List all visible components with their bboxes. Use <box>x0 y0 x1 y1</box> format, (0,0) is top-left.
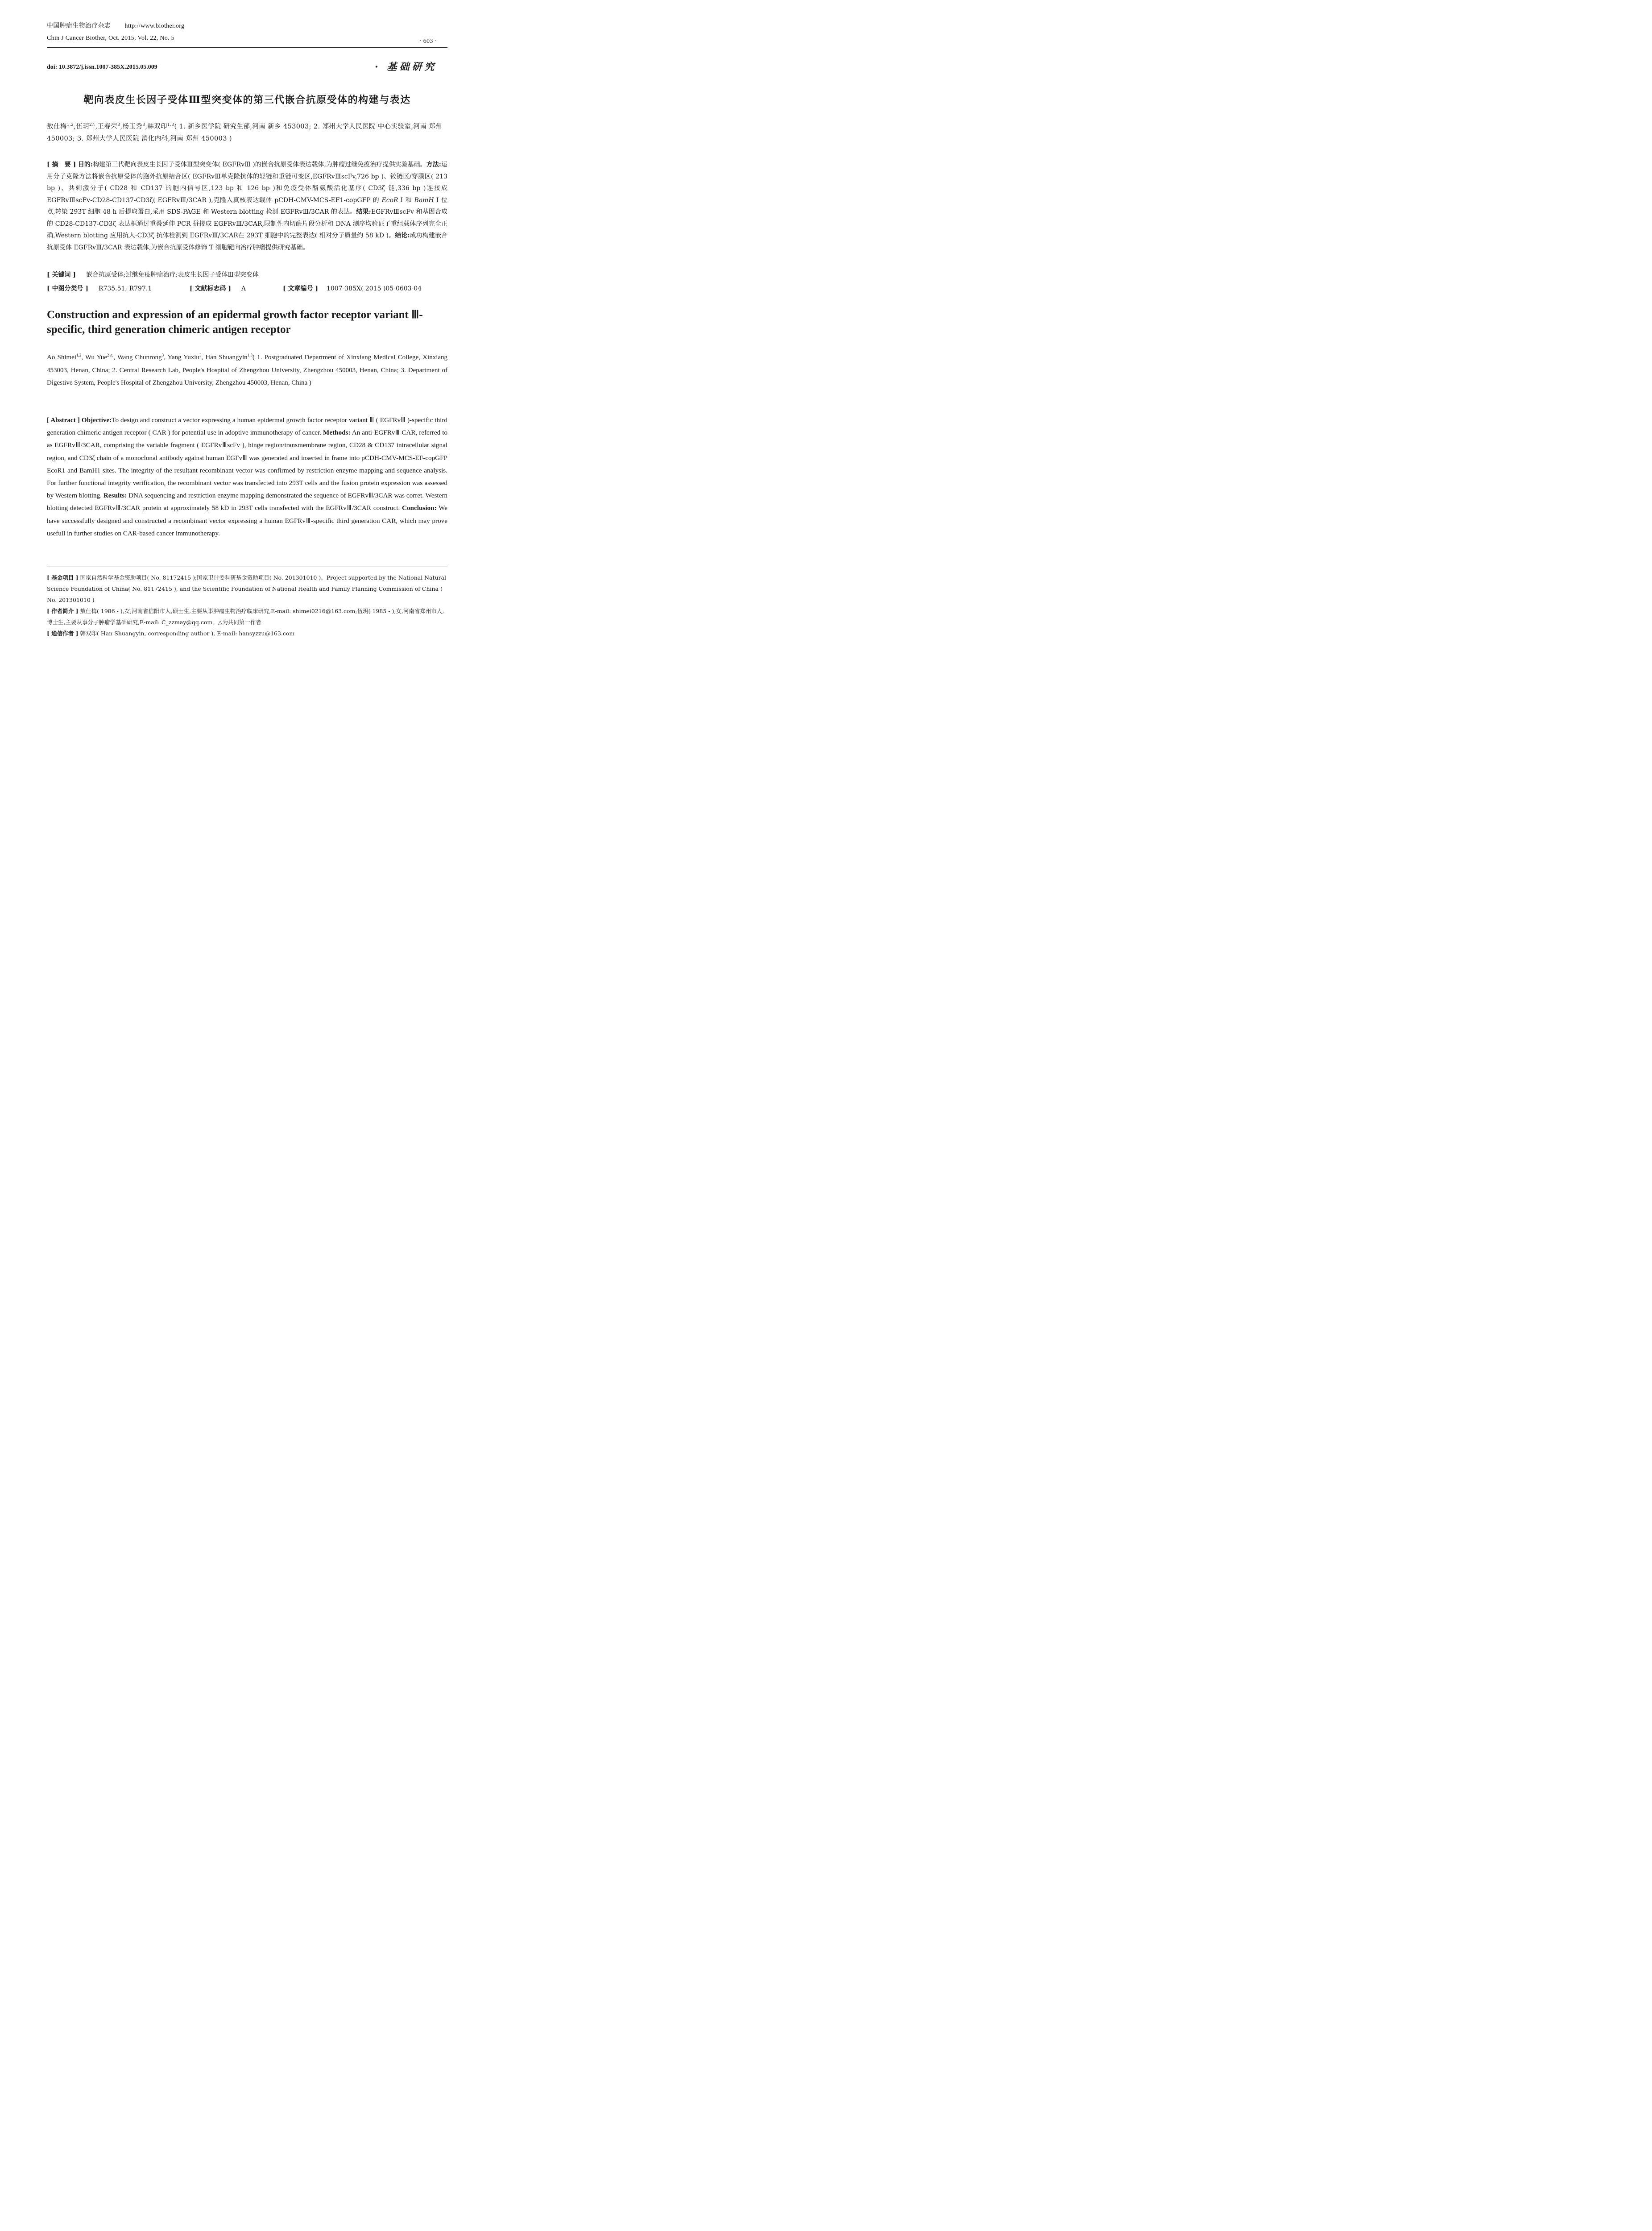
cn-author-4: ,杨玉秀 <box>120 123 143 130</box>
en-objective-label: Objective: <box>81 416 112 424</box>
article-number <box>283 283 422 294</box>
cn-author-3: ,王春荣 <box>95 123 118 130</box>
clc-label: [ 中图分类号 ] <box>47 285 88 292</box>
cn-author-1-sup: 1,2 <box>66 123 74 128</box>
en-conclusion-label: Conclusion: <box>402 504 437 512</box>
footnote-corresponding <box>47 628 447 639</box>
clc-number <box>47 283 152 294</box>
en-methods-label: Methods: <box>323 429 351 437</box>
cn-objective: 构建第三代靶向表皮生长因子受体Ⅲ型突变体( EGFRvⅢ )的嵌合抗原受体表达载体,为肿瘤过继免疫治疗提供实验基础。 <box>93 161 426 168</box>
cn-title: 靶向表皮生长因子受体Ⅲ型突变体的第三代嵌合抗原受体的构建与表达 <box>83 94 411 106</box>
cn-author-4-sup: 3 <box>142 123 145 128</box>
section-label: · 基础研究 <box>375 61 437 73</box>
cn-author-1: 敖仕梅 <box>47 123 67 130</box>
doc-value: A <box>241 285 246 292</box>
doc-label: [ 文献标志码 ] <box>190 285 231 292</box>
en-abstract <box>47 414 447 540</box>
article-value: 1007-385X( 2015 )05-0603-04 <box>326 285 422 292</box>
en-results-label: Results: <box>103 492 127 500</box>
en-author-2: , Wu Yue <box>81 354 107 361</box>
cn-author-2-sup: 2△ <box>89 123 95 128</box>
journal-name-cn: 中国肿瘤生物治疗杂志 <box>47 22 111 29</box>
cn-author-3-sup: 3 <box>117 123 120 128</box>
keywords <box>47 269 259 281</box>
en-author-1-sup: 1,2 <box>76 353 82 357</box>
cn-author-2: ,伍玥 <box>74 123 90 130</box>
article-label: [ 文章编号 ] <box>283 285 318 292</box>
en-author-5-sup: 1,3 <box>247 353 253 357</box>
keywords-value: 嵌合抗原受体;过继免疫肿瘤治疗;表皮生长因子受体Ⅲ型突变体 <box>86 271 259 278</box>
running-header-line1 <box>47 21 184 31</box>
funding-label: [ 基金项目 ] <box>47 574 79 581</box>
cn-enzyme-bamh: BamH <box>414 196 434 204</box>
document-code <box>190 283 246 294</box>
cn-abstract <box>47 159 447 253</box>
footnote-author-bio <box>47 605 447 628</box>
en-results: DNA sequencing and restriction enzyme mapping demonstrated the sequence of EGFRvⅢ/3CAR was corret. Western blotting detected EGFRvⅢ/3CAR protein at approximately 58 kD in 293T cells transfected with the EGFRvⅢ/3CAR construct. <box>47 492 448 512</box>
clc-value: R735.51; R797.1 <box>98 285 152 292</box>
cn-methods-mid: Ⅰ 和 <box>398 196 414 204</box>
footnote-funding <box>47 572 447 605</box>
keywords-label: [ 关键词 ] <box>47 271 76 278</box>
cn-objective-label: 目的: <box>78 161 93 168</box>
author-bio-label: [ 作者简介 ] <box>47 608 79 614</box>
cn-results: EGFRvⅢscFv 和基因合成的 CD28-CD137-CD3ζ 表达框通过重叠延伸 PCR 拼接成 EGFRvⅢ/3CAR,限制性内切酶片段分析和 DNA 测序均验证了重组载体序列完全正确,Western blotting 应用抗人-CD3ζ 抗体检测到 EGFRvⅢ/3CAR在 293T 细胞中的完整表达( 相对分子质量约 58 kD )。 <box>47 208 447 239</box>
doi[interactable]: doi: 10.3872/j.issn.1007-385X.2015.05.009 <box>47 64 157 70</box>
en-affiliations: ( 1. Postgraduated Department of Xinxiang Medical College, Xinxiang 453003, Henan, China; 2. Central Research Lab, People's Hospital of Zhengzhou University, Zhengzhou 450003, Henan, China; 3. Department of Digestive System, People's Hospital of Zhengzhou University, Zhengzhou 450003, Henan, China ) <box>47 354 448 386</box>
corresponding-label: [ 通信作者 ] <box>47 630 79 637</box>
cn-abstract-label: [ 摘 要 ] <box>47 161 76 168</box>
funding-text: 国家自然科学基金资助项目( No. 81172415 );国家卫计委科研基金资助项目( No. 201301010 )。Project supported by the National Natural Science Foundation of China( No. 81172415 ), and the Scientific Foundation of National Health and Family Planning Commission of China ( No. 201301010 ) <box>47 574 447 603</box>
corresponding-text: 韩双印( Han Shuangyin, corresponding author ), E-mail: hansyzzu@163.com <box>80 630 295 637</box>
cn-conclusion-label: 结论: <box>395 232 410 239</box>
en-author-4: , Yang Yuxiu <box>164 354 199 361</box>
author-bio-text: 敖仕梅( 1986 - ),女,河南省信阳市人,硕士生,主要从事肿瘤生物治疗临床研究,E-mail: shimei0216@163.com;伍玥( 1985 - ),女,河南省郑州市人,博士生,主要从事分子肿瘤学基础研究,E-mail: C_zzmay@qq.com。△为共同第一作者 <box>47 608 444 626</box>
cn-methods-end: Ⅰ 位点,转染 293T 细胞 48 h 后提取蛋白,采用 SDS-PAGE 和 Western blotting 检测 EGFRvⅢ/3CAR 的表达。 <box>47 196 447 216</box>
en-title: Construction and expression of an epidermal growth factor receptor variant Ⅲ-specific, third generation chimeric antigen receptor <box>47 309 423 336</box>
en-author-5: , Han Shuangyin <box>201 354 248 361</box>
cn-authors <box>47 121 447 145</box>
en-methods: An anti-EGFRvⅢ CAR, referred to as EGFRvⅢ/3CAR, comprising the variable fragment ( EGFRvⅢscFv ), hinge region/transmembrane region, CD28 & CD137 intracellular signal region, and CD3ζ chain of a monoclonal antibody against human EGFvⅢ was generated and inserted in frame into pCDH-CMV-MCS-EF-copGFP EcoR1 and BamH1 sites. The integrity of the resultant recombinant vector was confirmed by restriction enzyme mapping and sequence analysis. For further functional integrity verification, the recombinant vector was transfected into 293T cells and the fusion protein expression was assessed by Western blotting. <box>47 429 448 500</box>
page-number: · 603 · <box>419 38 437 45</box>
en-author-1: Ao Shimei <box>47 354 77 361</box>
en-author-4-sup: 3 <box>199 353 202 357</box>
header-rule <box>47 47 447 48</box>
journal-url[interactable]: http://www.biother.org <box>124 23 185 29</box>
cn-results-label: 结果: <box>356 208 371 216</box>
cn-author-5: ,韩双印 <box>145 123 167 130</box>
cn-affiliations: ( 1. 新乡医学院 研究生部,河南 新乡 453003; 2. 郑州大学人民医院 中心实验室,河南 郑州 450003; 3. 郑州大学人民医院 消化内科,河南 郑州 450003 ) <box>47 123 442 142</box>
en-author-3-sup: 3 <box>161 353 164 357</box>
journal-citation: Chin J Cancer Biother, Oct. 2015, Vol. 22, No. 5 <box>47 35 174 41</box>
en-objective: To design and construct a vector expressing a human epidermal growth factor receptor variant Ⅲ ( EGFRvⅢ )-specific third generation chimeric antigen receptor ( CAR ) for potential use in adoptive immunotherapy of cancer. <box>47 416 447 437</box>
cn-methods: 运用分子克隆方法将嵌合抗原受体的胞外抗原结合区( EGFRvⅢ单克隆抗体的轻链和重链可变区,EGFRvⅢscFv,726 bp )、铰链区/穿膜区( 213 bp )、共刺激分子( CD28 和 CD137 的胞内信号区,123 bp 和 126 bp )和免疫受体酪氨酸活化基序( CD3ζ 链,336 bp )连接成 EGFRvⅢscFv-CD28-CD137-CD3ζ( EGFRvⅢ/3CAR ),克隆入真核表达载体 pCDH-CMV-MCS-EF1-copGFP 的 <box>47 161 448 204</box>
en-abstract-label: [ Abstract ] <box>47 416 80 424</box>
en-conclusion: We have successfully designed and constructed a recombinant vector expressing a human EGFRvⅢ-specific third generation CAR, which may prove usefull in further studies on CAR-based cancer immunotherapy. <box>47 504 447 537</box>
cn-methods-label: 方法: <box>426 161 441 168</box>
en-authors <box>47 351 447 390</box>
cn-author-5-sup: 1,3 <box>167 123 174 128</box>
en-author-3: , Wang Chunrong <box>113 354 162 361</box>
cn-enzyme-ecor: EcoR <box>381 196 398 204</box>
en-author-2-sup: 2△ <box>107 353 114 357</box>
cn-conclusion: 成功构建嵌合抗原受体 EGFRvⅢ/3CAR 表达载体,为嵌合抗原受体修饰 T 细胞靶向治疗肿瘤提供研究基础。 <box>47 232 448 251</box>
